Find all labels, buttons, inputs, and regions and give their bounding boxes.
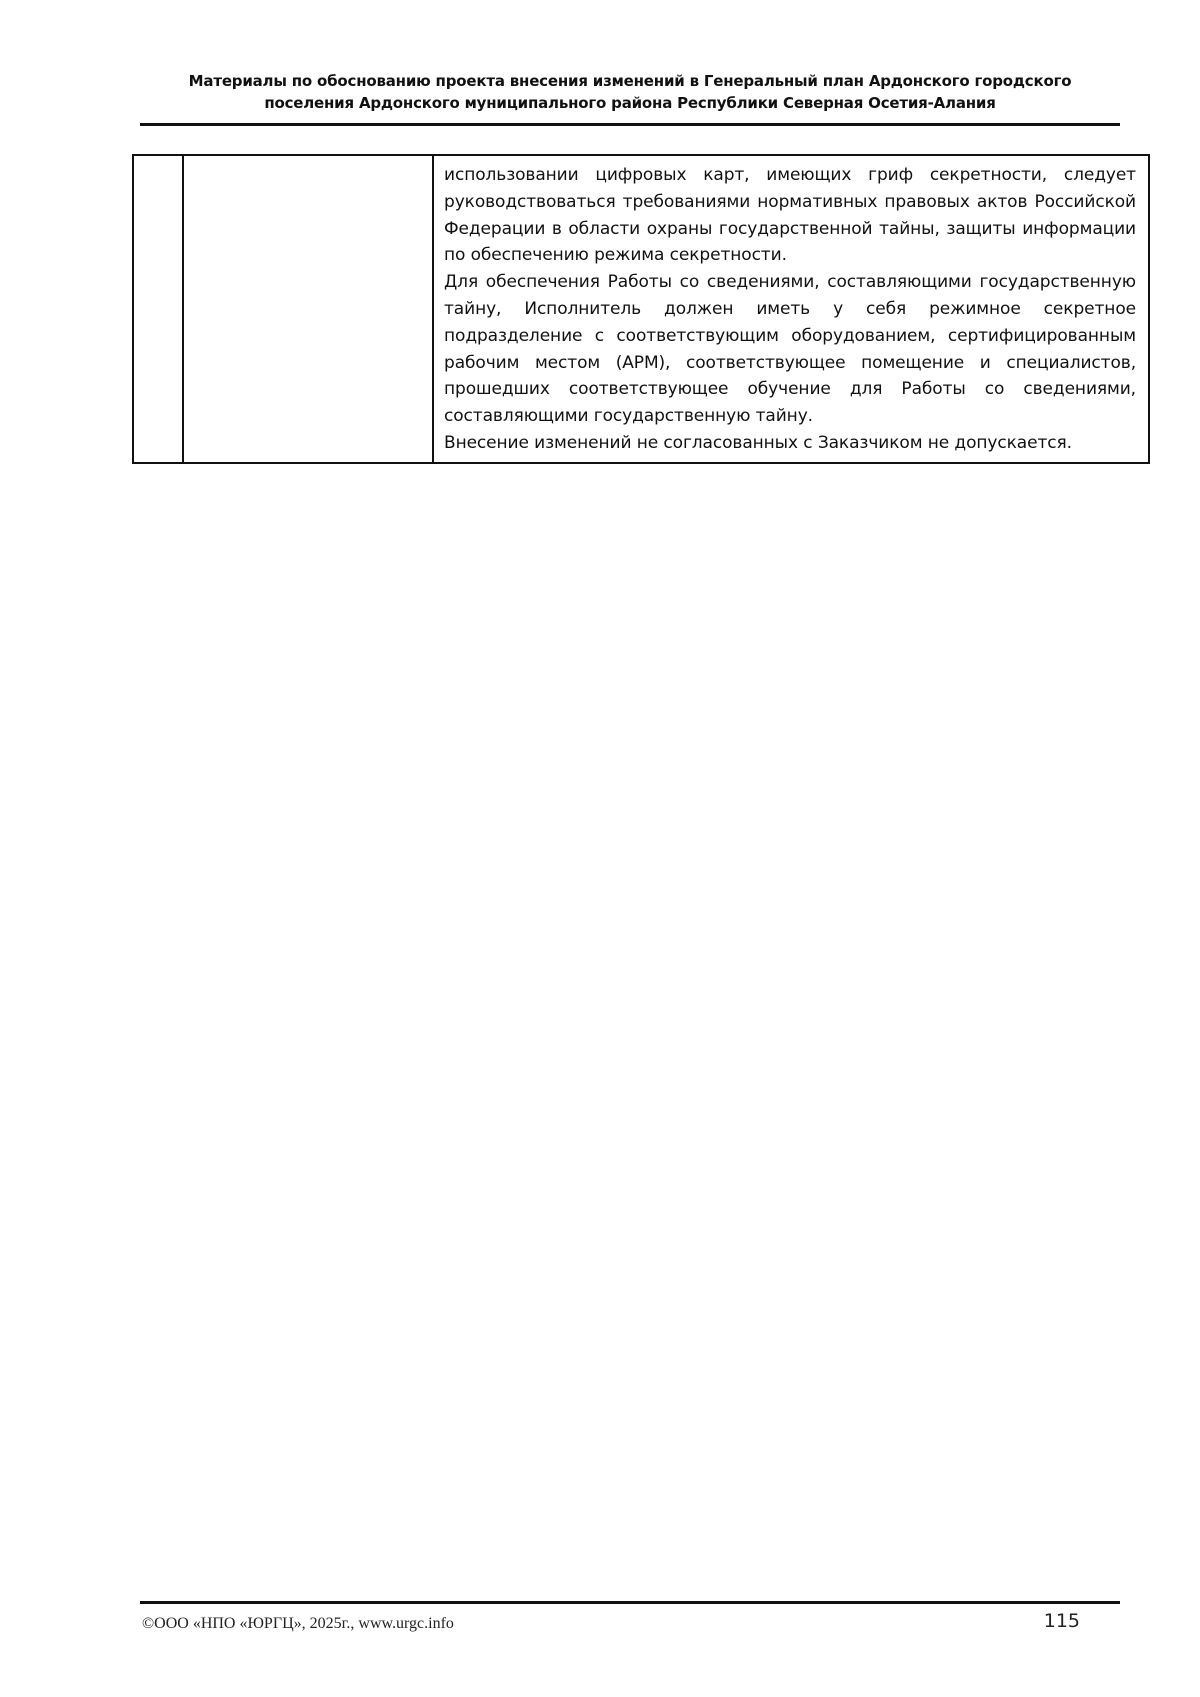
row-content-cell xyxy=(433,155,1149,463)
page-header xyxy=(140,70,1120,114)
header-line-1: Материалы по обоснованию проекта внесения изменений в Генеральный план Ардонского городского xyxy=(188,72,1072,90)
paragraph-1: использовании цифровых карт, имеющих гриф секретности, следует руководствоваться требованиями нормативных правовых актов Российской Федерации в области охраны государственной тайны, защиты информации по обеспечению режима секретности. xyxy=(444,165,1136,266)
row-name-cell xyxy=(183,155,433,463)
page-number: 115 xyxy=(1043,1610,1080,1632)
paragraph-2: Для обеспечения Работы со сведениями, составляющими государственную тайну, Исполнитель должен иметь у себя режимное секретное подразделение с соответствующим оборудованием, сертифицированным рабочим местом (АРМ), соответствующее помещение и специалистов, прошедших соответствующее обучение для Работы со сведениями, составляющими государственную тайну. xyxy=(444,272,1136,427)
header-rule xyxy=(140,123,1120,126)
header-line-2: поселения Ардонского муниципального района Республики Северная Осетия-Алания xyxy=(264,94,996,112)
paragraph-3: Внесение изменений не согласованных с Заказчиком не допускается. xyxy=(444,432,1072,453)
table-row xyxy=(133,155,1149,463)
footer-copyright: ©ООО «НПО «ЮРГЦ», 2025г., www.urgc.info xyxy=(142,1615,454,1632)
requirements-table xyxy=(132,154,1150,464)
footer-rule xyxy=(140,1601,1120,1604)
row-number-cell xyxy=(133,155,183,463)
content-text xyxy=(434,156,1148,462)
